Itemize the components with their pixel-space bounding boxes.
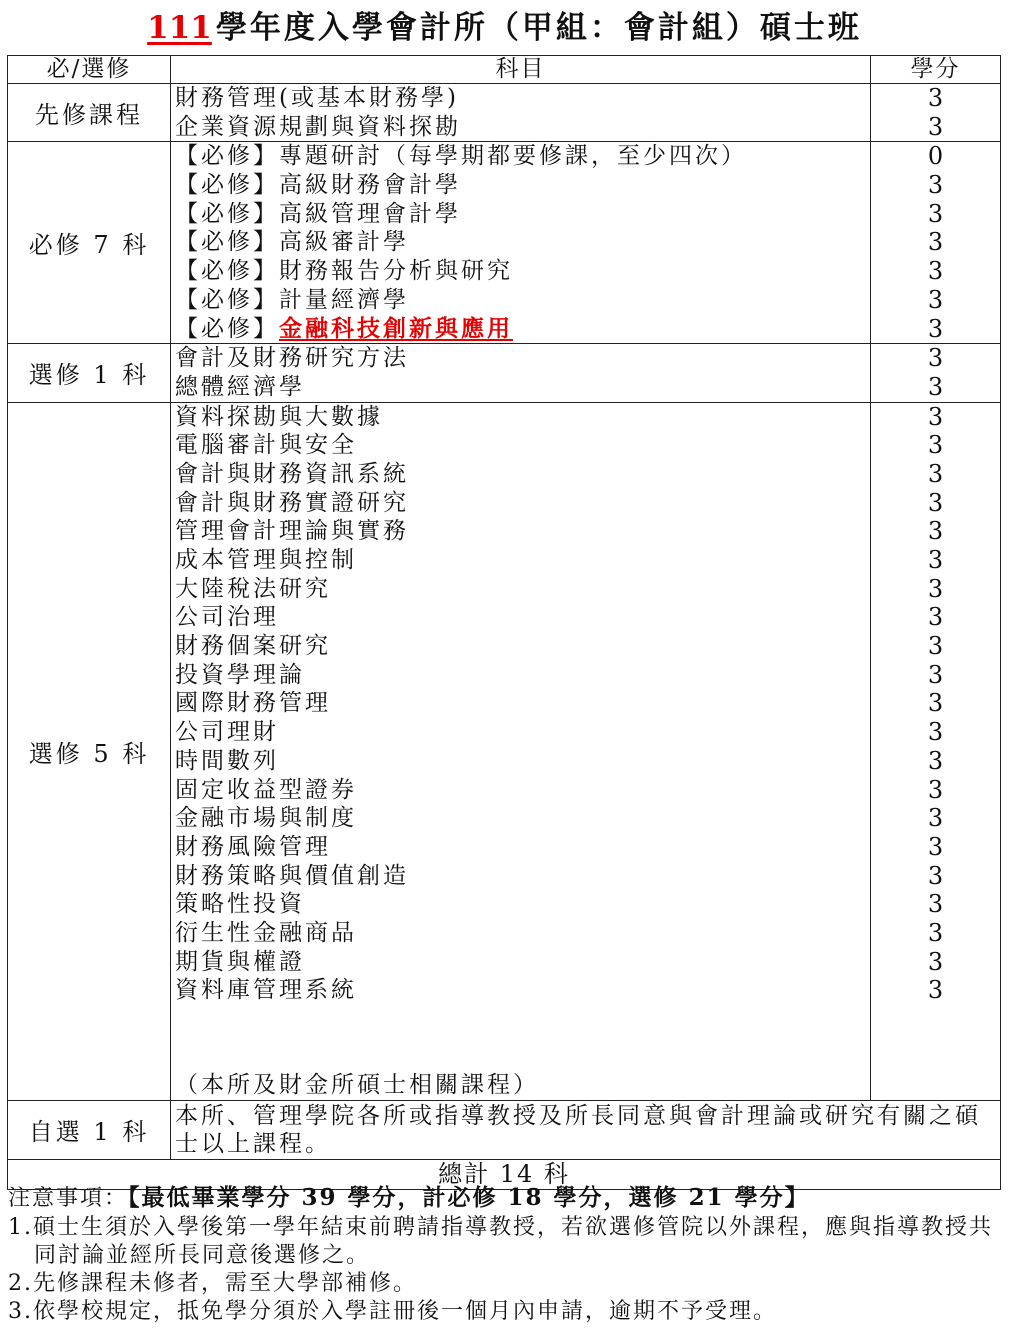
course-credits: 3 (927, 890, 944, 919)
subject-cell (171, 84, 871, 142)
subject-cell (171, 402, 871, 1100)
course-credits: 3 (927, 402, 944, 431)
section-note: （本所及財金所碩士相關課程） (175, 1072, 539, 1098)
course-credits: 3 (927, 285, 944, 314)
course-name: 時間數列 (175, 747, 279, 774)
course-name: 大陸稅法研究 (175, 575, 331, 602)
course-item (175, 460, 870, 489)
course-credits: 3 (927, 546, 944, 574)
course-item (175, 747, 870, 776)
page-title (0, 6, 1009, 50)
course-credits: 3 (927, 228, 944, 257)
course-credits: 3 (927, 488, 944, 517)
header-credits: 學分 (871, 56, 1001, 84)
course-item (175, 976, 870, 1005)
required-tag: 【必修】 (175, 258, 279, 285)
course-credits: 0 (927, 142, 944, 171)
notes-section (8, 1183, 1003, 1326)
course-item (175, 257, 870, 286)
course-item (175, 373, 870, 402)
course-item (175, 142, 870, 171)
course-name: 衍生性金融商品 (175, 919, 357, 946)
course-name: 專題研討（每學期都要修課，至少四次） (279, 143, 747, 170)
notes-heading: 注意事項： (8, 1186, 129, 1211)
total-courses: 總計 14 科 (8, 1159, 1001, 1189)
title-text: 學年度入學會計所（甲組：會計組）碩士班 (215, 10, 862, 46)
course-name: 策略性投資 (175, 891, 305, 918)
course-name: 財務個案研究 (175, 633, 331, 660)
course-credits: 3 (927, 804, 944, 833)
course-credits: 3 (927, 660, 944, 689)
course-name: 資料庫管理系統 (175, 977, 357, 1004)
course-item (175, 919, 870, 948)
course-item (175, 890, 870, 919)
course-item (175, 489, 870, 518)
course-item (175, 689, 870, 718)
course-item (175, 804, 870, 833)
section-row (8, 142, 1001, 344)
required-tag: 【必修】 (175, 315, 279, 342)
credits-cell (871, 402, 1001, 1100)
course-name: 會計及財務研究方法 (175, 345, 409, 372)
course-credits: 3 (927, 603, 944, 632)
course-item (175, 603, 870, 632)
course-name: 資料探勘與大數據 (175, 403, 383, 430)
course-credits: 3 (927, 84, 944, 112)
course-credits: 3 (927, 775, 944, 804)
course-name: 管理會計理論與實務 (175, 518, 409, 545)
required-tag: 【必修】 (175, 229, 279, 256)
course-credits: 3 (927, 689, 944, 718)
curriculum-table (7, 55, 1001, 1190)
course-name: 成本管理與控制 (175, 547, 357, 573)
required-tag: 【必修】 (175, 172, 279, 199)
section-row (8, 344, 1001, 402)
course-item (175, 718, 870, 747)
course-item (175, 661, 870, 690)
table-header-row (8, 56, 1001, 84)
course-credits: 3 (927, 314, 944, 343)
note-item: 3.依學校規定，抵免學分須於入學註冊後一個月內申請，逾期不予受理。 (8, 1299, 777, 1324)
course-credits: 3 (927, 918, 944, 947)
course-item (175, 228, 870, 257)
course-name: 高級審計學 (279, 229, 409, 256)
course-name: 高級財務會計學 (279, 172, 461, 199)
course-name: 計量經濟學 (279, 286, 409, 313)
course-item (175, 171, 870, 200)
course-item (175, 286, 870, 315)
course-credits: 3 (927, 574, 944, 603)
course-name: 電腦審計與安全 (175, 432, 357, 459)
course-item (175, 517, 870, 546)
header-category: 必/選修 (8, 56, 171, 84)
course-credits: 3 (927, 632, 944, 661)
course-item (175, 84, 870, 113)
course-name: 國際財務管理 (175, 690, 331, 717)
course-name: 高級管理會計學 (279, 200, 461, 227)
course-item (175, 632, 870, 661)
course-item (175, 315, 870, 344)
notes-heading-line (8, 1183, 1003, 1214)
course-name: 財務報告分析與研究 (279, 258, 513, 285)
course-name: 財務風險管理 (175, 833, 331, 860)
note-item: 2.先修課程未修者，需至大學部補修。 (8, 1271, 417, 1296)
course-credits: 3 (927, 344, 944, 373)
course-item (175, 403, 870, 432)
section-row (8, 84, 1001, 142)
course-item (175, 344, 870, 373)
course-name: 固定收益型證券 (175, 776, 357, 803)
course-name: 公司理財 (175, 719, 279, 746)
section-category: 必修 7 科 (8, 142, 171, 344)
section-category: 先修課程 (8, 84, 171, 142)
elective-free-text: 本所、管理學院各所或指導教授及所長同意與會計理論或研究有關之碩士以上課程。 (171, 1100, 1001, 1159)
course-credits: 3 (927, 517, 944, 546)
course-name: 金融市場與制度 (175, 805, 357, 832)
course-name: 公司治理 (175, 604, 279, 631)
course-credits: 3 (927, 112, 944, 141)
course-item (175, 948, 870, 977)
course-item (175, 431, 870, 460)
course-item (175, 546, 870, 575)
course-credits: 3 (927, 861, 944, 890)
note-item: 1.碩士生須於入學後第一學年結束前聘請指導教授，若欲選修管院以外課程，應與指導教授共同討論並經所長同意後選修之。 (8, 1215, 993, 1268)
course-credits: 3 (927, 746, 944, 775)
course-credits: 3 (927, 257, 944, 286)
course-name: 會計與財務實證研究 (175, 489, 409, 516)
course-item (175, 833, 870, 862)
course-name: 期貨與權證 (175, 948, 305, 975)
section-category: 自選 1 科 (8, 1100, 171, 1159)
subject-cell (171, 344, 871, 402)
academic-year: 111 (147, 10, 212, 46)
course-item (175, 776, 870, 805)
course-item (175, 862, 870, 891)
course-credits: 3 (927, 832, 944, 861)
course-item (175, 113, 870, 142)
course-item (175, 200, 870, 229)
course-name: 總體經濟學 (175, 373, 305, 400)
course-credits: 3 (927, 372, 944, 401)
course-credits: 3 (927, 718, 944, 747)
course-credits: 3 (927, 459, 944, 488)
notes-list (8, 1214, 1003, 1326)
credits-cell (871, 344, 1001, 402)
course-item (175, 575, 870, 604)
course-name: 財務管理(或基本財務學) (175, 85, 459, 111)
course-name: 財務策略與價值創造 (175, 862, 409, 889)
credits-cell (871, 84, 1001, 142)
required-tag: 【必修】 (175, 143, 279, 170)
required-tag: 【必修】 (175, 286, 279, 313)
course-name: 企業資源規劃與資料探勘 (175, 113, 461, 140)
section-row (8, 402, 1001, 1100)
credits-cell (871, 142, 1001, 344)
required-tag: 【必修】 (175, 200, 279, 227)
subject-cell (171, 142, 871, 344)
course-name: 會計與財務資訊系統 (175, 460, 409, 487)
course-credits: 3 (927, 171, 944, 200)
header-subject: 科目 (171, 56, 871, 84)
course-credits: 3 (927, 976, 944, 1005)
graduation-credit-requirement: 【最低畢業學分 39 學分，計必修 18 學分，選修 21 學分】 (128, 1184, 810, 1211)
section-row (8, 1100, 1001, 1159)
course-credits: 3 (927, 947, 944, 976)
highlighted-course-name: 金融科技創新與應用 (279, 314, 513, 342)
section-category: 選修 5 科 (8, 402, 171, 1100)
course-credits: 3 (927, 431, 944, 460)
course-credits: 3 (927, 199, 944, 228)
course-name: 投資學理論 (175, 661, 305, 688)
section-category: 選修 1 科 (8, 344, 171, 402)
